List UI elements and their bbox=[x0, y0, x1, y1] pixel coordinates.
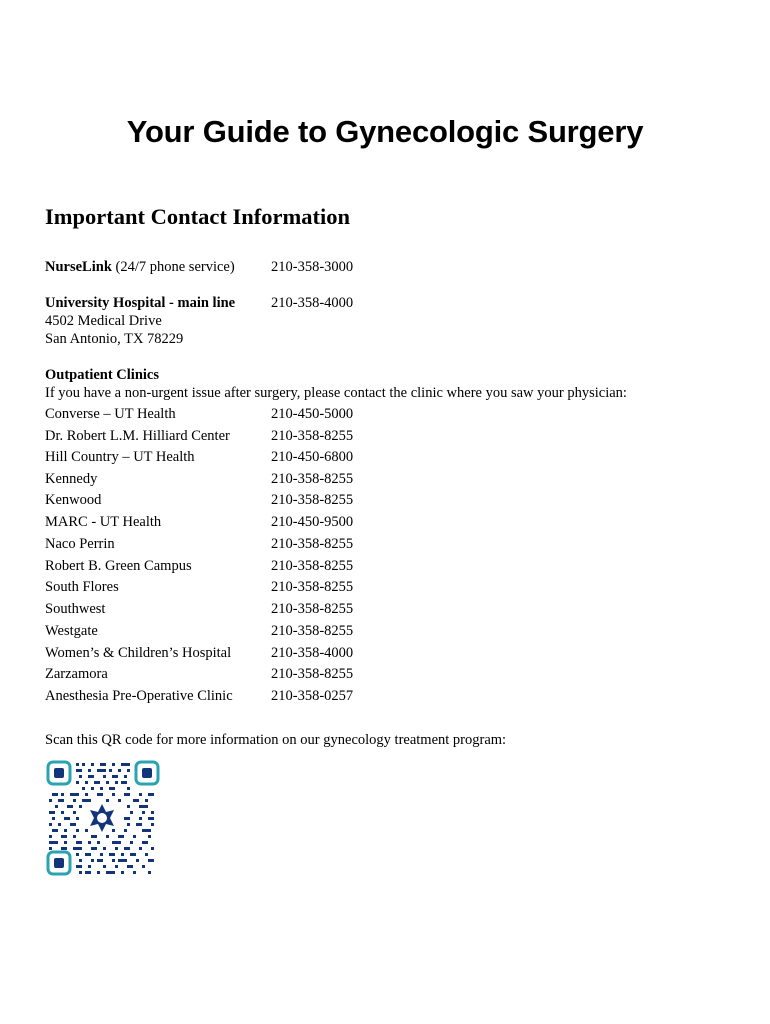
clinic-phone: 210-358-8255 bbox=[271, 623, 354, 639]
clinic-name: Anesthesia Pre-Operative Clinic bbox=[45, 688, 233, 704]
hospital-name: University Hospital - main line bbox=[45, 295, 236, 311]
page-title: Your Guide to Gynecologic Surgery bbox=[126, 114, 644, 149]
clinic-phone: 210-358-8255 bbox=[271, 471, 354, 487]
clinic-phone: 210-358-8255 bbox=[271, 492, 354, 508]
hospital-address-line2: San Antonio, TX 78229 bbox=[45, 331, 184, 347]
clinic-name: Women’s & Children’s Hospital bbox=[45, 645, 232, 661]
outpatient-intro: If you have a non-urgent issue after surgery, please contact the clinic where you saw your physician: bbox=[45, 385, 627, 401]
clinic-name: MARC - UT Health bbox=[45, 514, 162, 530]
clinic-name: Southwest bbox=[45, 601, 106, 617]
qr-code-icon[interactable] bbox=[46, 760, 160, 878]
clinic-name: Naco Perrin bbox=[45, 536, 115, 552]
clinic-phone: 210-358-8255 bbox=[271, 579, 354, 595]
nurselink-phone: 210-358-3000 bbox=[271, 259, 354, 275]
clinic-name: Dr. Robert L.M. Hilliard Center bbox=[45, 428, 230, 444]
clinic-phone: 210-358-4000 bbox=[271, 645, 354, 661]
nurselink-note: (24/7 phone service) bbox=[111, 259, 235, 275]
clinic-phone: 210-358-8255 bbox=[271, 536, 354, 552]
hospital-address-line1: 4502 Medical Drive bbox=[45, 313, 162, 329]
hospital-phone: 210-358-4000 bbox=[271, 295, 354, 311]
clinic-name: Robert B. Green Campus bbox=[45, 558, 192, 574]
section-heading: Important Contact Information bbox=[45, 204, 350, 229]
clinic-phone: 210-358-8255 bbox=[271, 558, 354, 574]
nurselink-name: NurseLink bbox=[45, 259, 112, 275]
clinic-phone: 210-450-6800 bbox=[271, 449, 354, 465]
clinic-name: Hill Country – UT Health bbox=[45, 449, 195, 465]
clinic-phone: 210-358-8255 bbox=[271, 428, 354, 444]
outpatient-heading: Outpatient Clinics bbox=[45, 367, 159, 383]
clinic-phone: 210-450-5000 bbox=[271, 406, 354, 422]
clinic-name: Kenwood bbox=[45, 492, 102, 508]
clinic-name: Westgate bbox=[45, 623, 98, 639]
clinic-name: South Flores bbox=[45, 579, 119, 595]
clinic-phone: 210-450-9500 bbox=[271, 514, 354, 530]
clinic-name: Converse – UT Health bbox=[45, 406, 176, 422]
clinic-name: Zarzamora bbox=[45, 666, 108, 682]
qr-caption: Scan this QR code for more information on our gynecology treatment program: bbox=[45, 732, 507, 748]
clinic-phone: 210-358-8255 bbox=[271, 601, 354, 617]
clinic-phone: 210-358-0257 bbox=[271, 688, 354, 704]
clinic-phone: 210-358-8255 bbox=[271, 666, 354, 682]
clinic-name: Kennedy bbox=[45, 471, 98, 487]
nurselink-label bbox=[45, 258, 235, 276]
